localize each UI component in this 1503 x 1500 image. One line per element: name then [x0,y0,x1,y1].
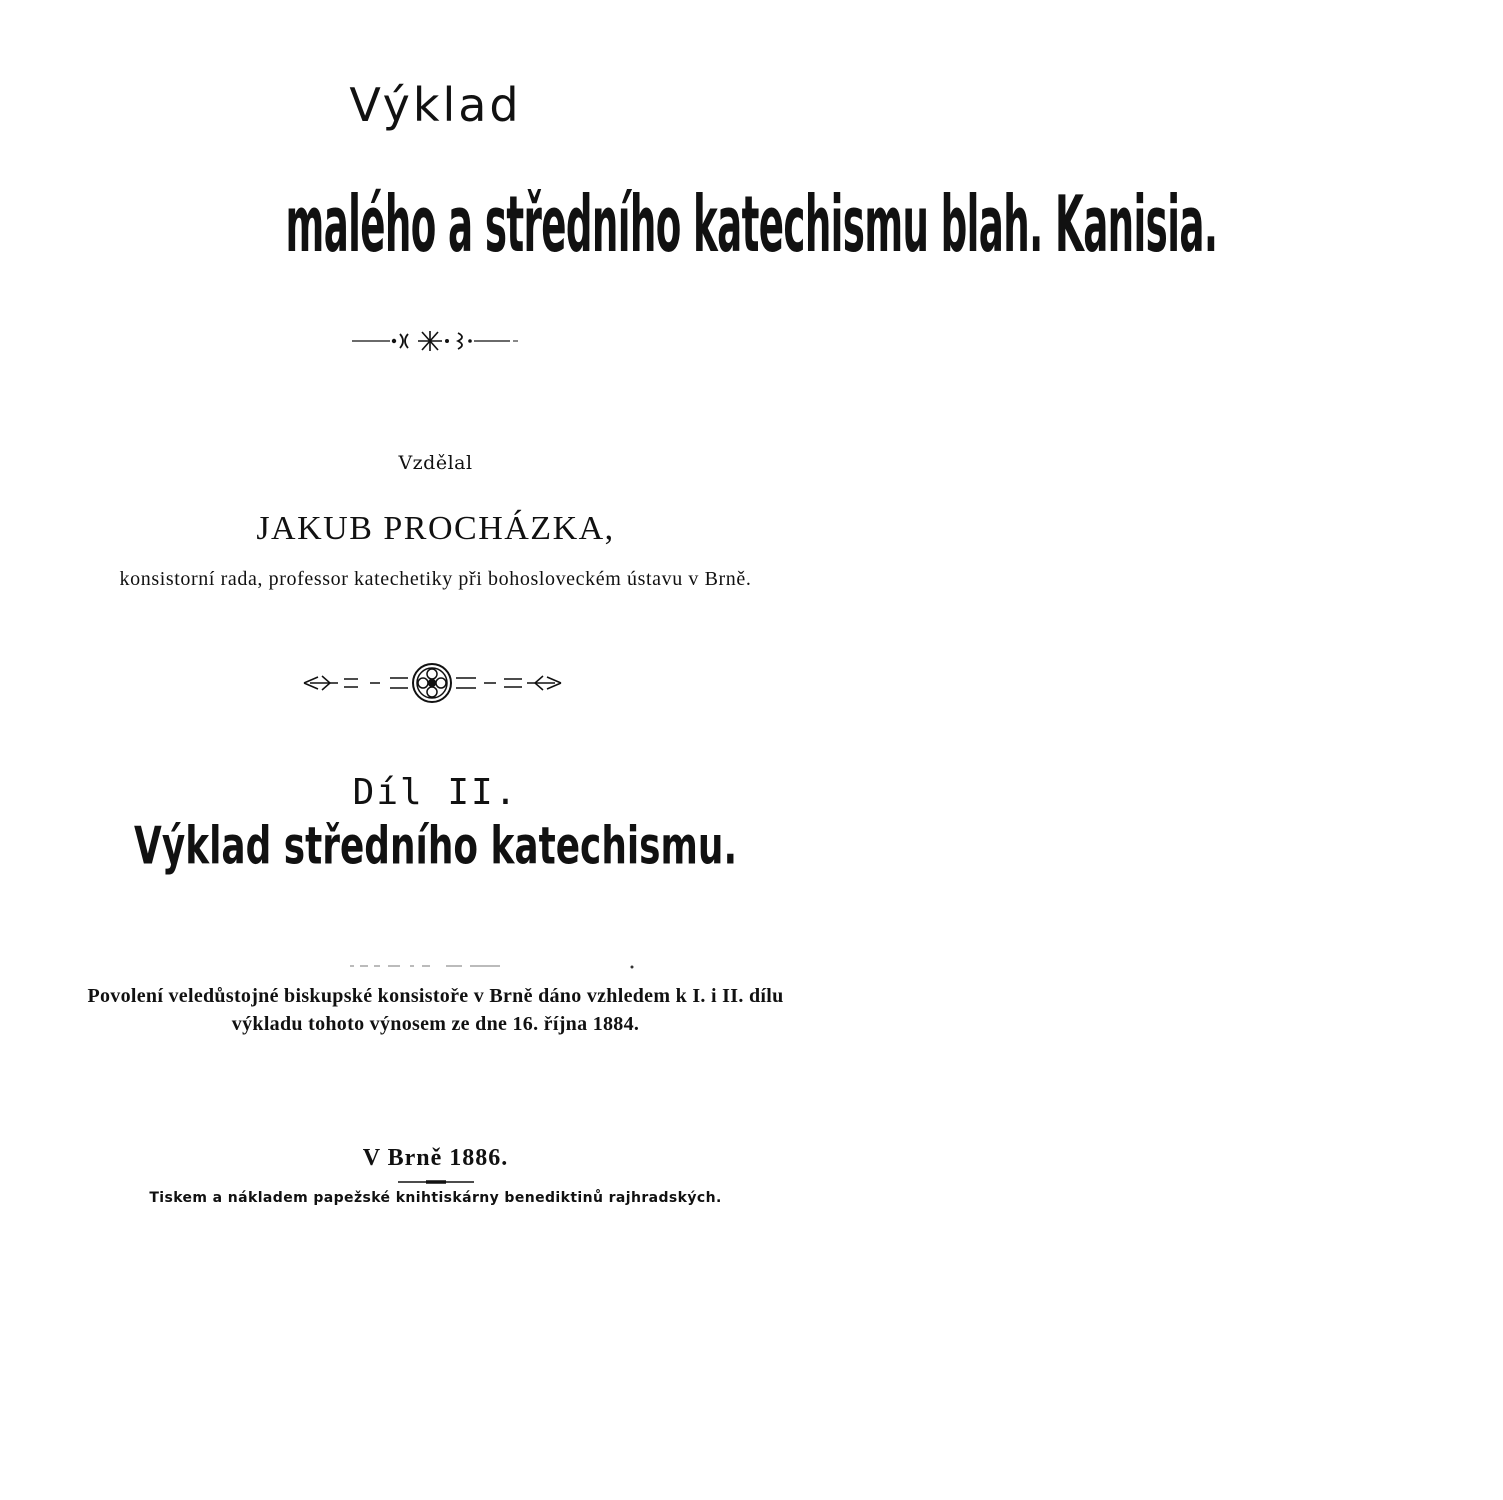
imprint-rule [398,1180,474,1184]
title-main-line-wrap [0,179,1218,271]
author-lead: Vzdělal [398,452,473,474]
permission-note: Povolení veledůstojné biskupské konsistoře v Brně dáno vzhledem k I. i II. dílu výkladu tohoto výnosem ze dne 16. října 1884. [87,985,784,1035]
author-role: konsistorní rada, professor katechetiky při bohosloveckém ústavu v Brně. [119,568,752,590]
place-year: V Brně 1886. [362,1145,509,1171]
title-main-line: malého a středního katechismu blah. Kanisia. [285,179,1218,271]
ornament-divider-icon [350,328,520,354]
part-subtitle-wrap [0,815,871,876]
author-name: JAKUB PROCHÁZKA, [256,510,615,547]
part-label: Díl II. [352,772,519,813]
title-top-line: Výklad [349,78,522,132]
dotted-rule [350,960,640,972]
rosette-ornament-icon [300,660,565,706]
printer-line: Tiskem a nákladem papežské knihtiskárny benediktinů rajhradských. [149,1190,722,1206]
part-subtitle: Výklad středního katechismu. [133,815,738,876]
